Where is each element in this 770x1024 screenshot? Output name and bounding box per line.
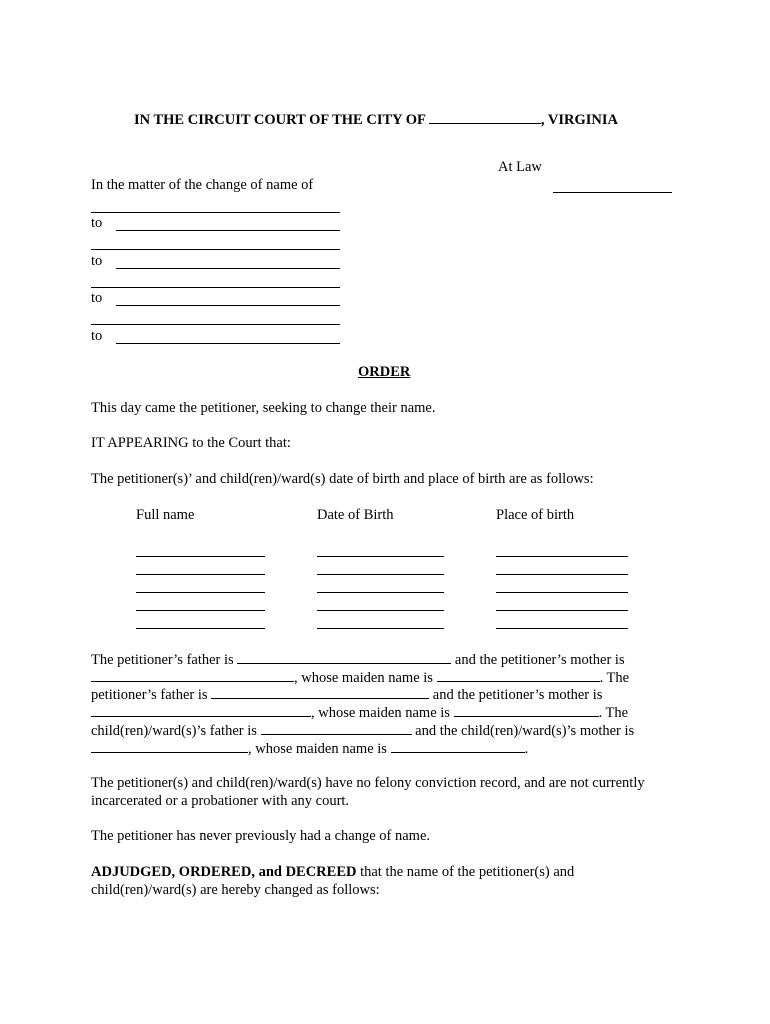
case-number-line[interactable] [553,192,672,193]
column-place-of-birth: Place of birth [496,507,575,523]
table-row-5-name[interactable] [136,628,265,629]
parents-line-3 [91,685,602,704]
the-label-1: . The [599,670,630,686]
petitioner-father-blank-2[interactable] [211,685,429,699]
new-name-line-2[interactable] [116,268,340,269]
petitioner-father-blank[interactable] [237,650,451,664]
at-law-label: At Law [498,159,542,175]
name-line-2[interactable] [91,249,340,250]
decree-line-1 [91,864,574,881]
felony-line-1: The petitioner(s) and child(ren)/ward(s) have no felony conviction record, and are not currently [91,775,645,791]
table-row-2-name[interactable] [136,574,265,575]
child-father-label: child(ren)/ward(s)’s father is [91,723,257,739]
maiden-name-blank-2[interactable] [454,703,599,717]
petitioner-mother-blank-2[interactable] [91,703,311,717]
table-row-4-name[interactable] [136,610,265,611]
maiden-name-blank-1[interactable] [437,668,600,682]
table-row-4-dob[interactable] [317,610,444,611]
name-line-4[interactable] [91,324,340,325]
maiden-name-label-2: , whose maiden name is [311,705,450,721]
table-row-3-dob[interactable] [317,592,444,593]
parents-line-4 [91,703,628,722]
parents-line-6 [91,739,528,758]
column-full-name: Full name [136,507,195,523]
to-label-3: to [91,290,103,306]
table-row-1-dob[interactable] [317,556,444,557]
table-row-4-place[interactable] [496,610,628,611]
decree-line-2: child(ren)/ward(s) are hereby changed as follows: [91,882,380,898]
new-name-line-3[interactable] [116,305,340,306]
table-row-3-place[interactable] [496,592,628,593]
new-name-line-1[interactable] [116,230,340,231]
city-blank[interactable] [429,110,541,124]
maiden-name-label-3: , whose maiden name is [248,741,387,757]
decree-bold: ADJUDGED, ORDERED, and DECREED [91,864,357,880]
decree-rest: that the name of the petitioner(s) and [356,864,575,880]
court-title-suffix: , VIRGINIA [540,112,619,128]
table-row-2-place[interactable] [496,574,628,575]
parents-line-1 [91,650,625,669]
petitioner-mother-label-2: and the petitioner’s mother is [432,687,603,703]
table-row-1-place[interactable] [496,556,628,557]
parents-line-5 [91,721,634,740]
name-line-1[interactable] [91,212,340,213]
court-title [134,110,618,129]
name-line-3[interactable] [91,287,340,288]
petitioner-father-label: The petitioner’s father is [91,652,234,668]
to-label-1: to [91,215,103,231]
child-mother-blank[interactable] [91,739,248,753]
child-mother-label: and the child(ren)/ward(s)’s mother is [415,723,635,739]
new-name-line-4[interactable] [116,343,340,344]
paragraph-petitioner-came: This day came the petitioner, seeking to change their name. [91,400,436,416]
maiden-name-label-1: , whose maiden name is [294,670,433,686]
to-label-2: to [91,253,103,269]
table-row-5-dob[interactable] [317,628,444,629]
table-row-2-dob[interactable] [317,574,444,575]
maiden-name-blank-3[interactable] [391,739,525,753]
matter-label: In the matter of the change of name of [91,177,314,193]
order-heading: ORDER [358,364,411,380]
petitioner-mother-blank[interactable] [91,668,294,682]
paragraph-birth-info: The petitioner(s)’ and child(ren)/ward(s) date of birth and place of birth are as follows: [91,471,594,487]
court-title-prefix: IN THE CIRCUIT COURT OF THE CITY OF [134,112,426,128]
paragraph-it-appearing: IT APPEARING to the Court that: [91,435,291,451]
child-father-blank[interactable] [261,721,412,735]
petitioner-father-label-2: petitioner’s father is [91,687,208,703]
previous-change-paragraph: The petitioner has never previously had a change of name. [91,828,431,844]
column-date-of-birth: Date of Birth [317,507,394,523]
to-label-4: to [91,328,103,344]
felony-line-2: incarcerated or a probationer with any court. [91,793,350,809]
the-label-2: . The [598,705,629,721]
petitioner-mother-label: and the petitioner’s mother is [454,652,625,668]
table-row-3-name[interactable] [136,592,265,593]
table-row-5-place[interactable] [496,628,628,629]
table-row-1-name[interactable] [136,556,265,557]
period-label: . [524,741,529,757]
